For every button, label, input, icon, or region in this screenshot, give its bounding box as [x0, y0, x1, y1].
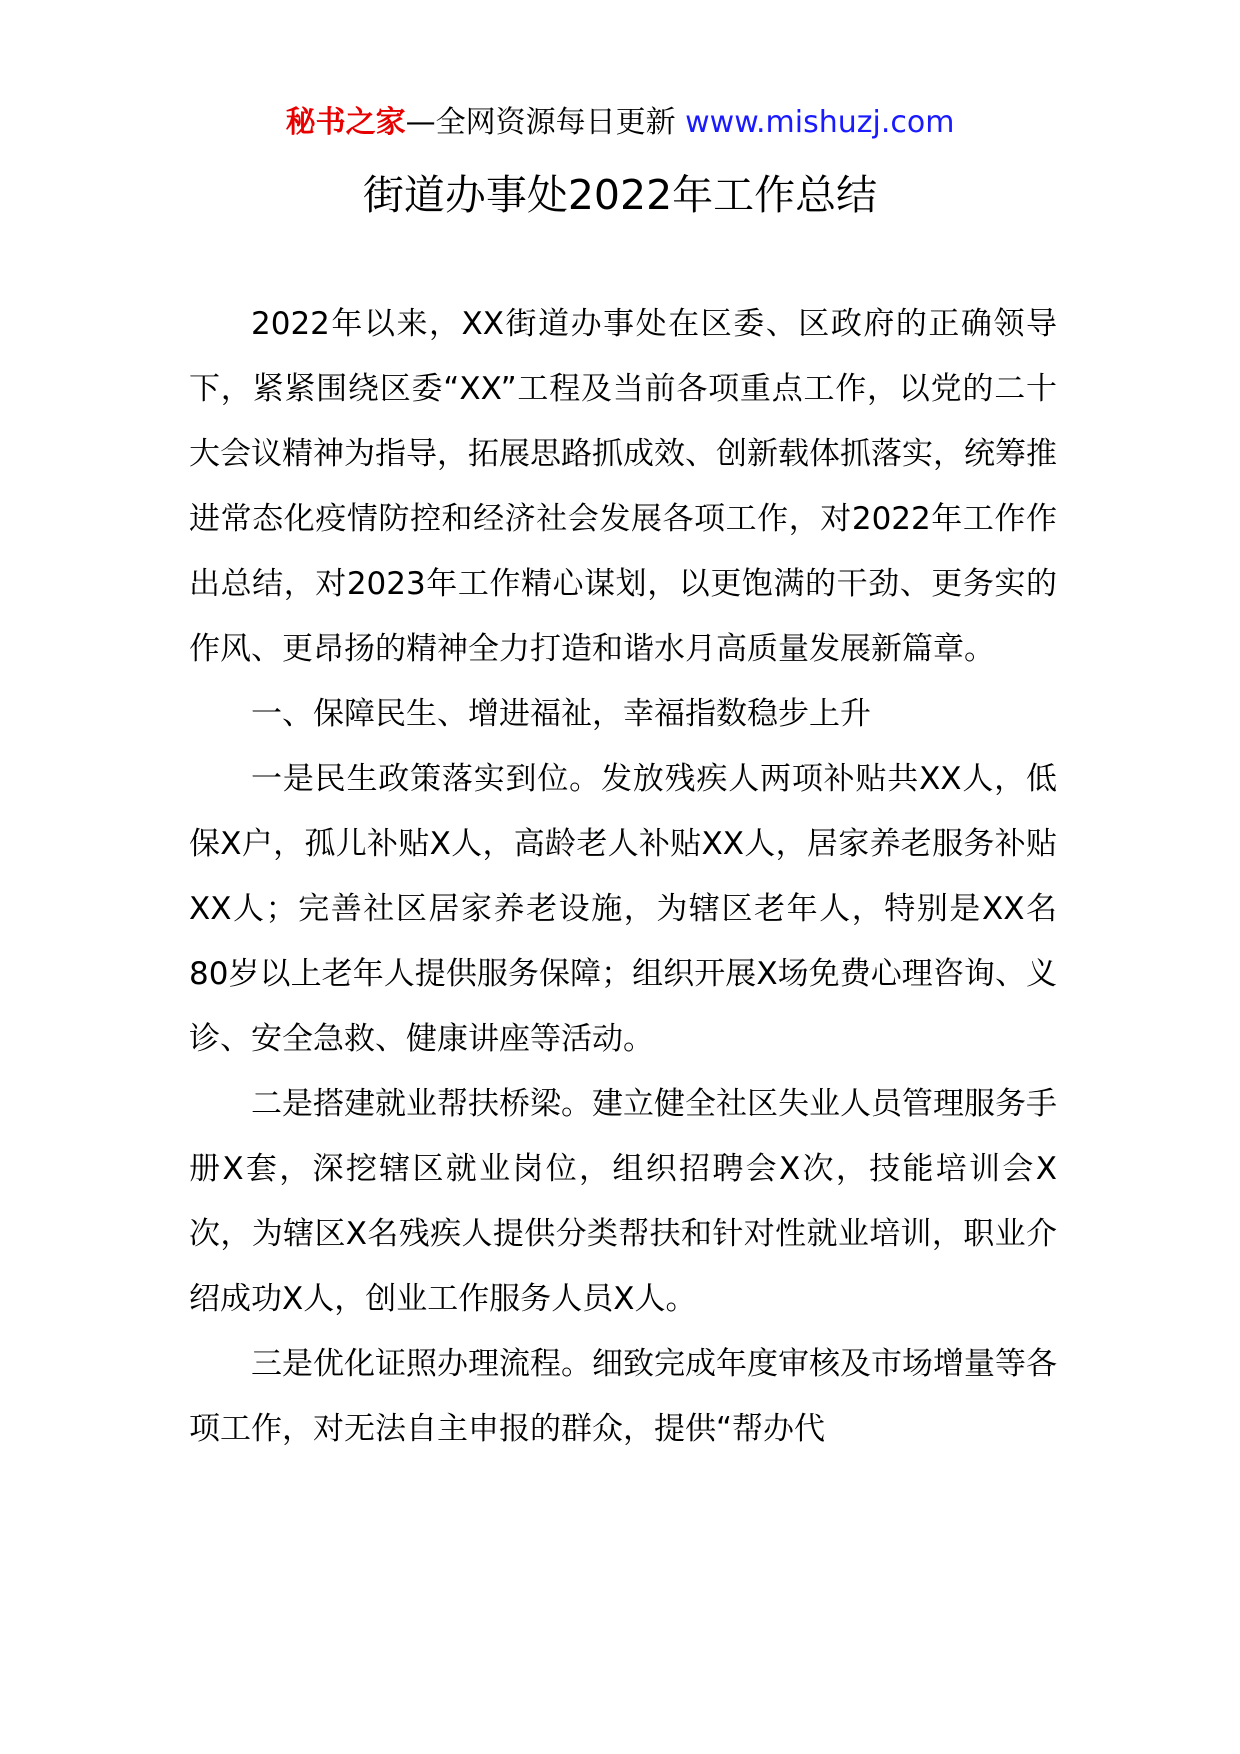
document-title: 街道办事处2022年工作总结 [362, 171, 878, 219]
section-heading: 一、保障民生、增进福祉，幸福指数稳步上升 [251, 696, 871, 732]
body-paragraph: 二是搭建就业帮扶桥梁。建立健全社区失业人员管理服务手册X套，深挖辖区就业岗位，组织招聘会X次，技能培训会X次，为辖区X名残疾人提供分类帮扶和针对性就业培训，职业介绍成功X人，创业工作服务人员X人。 [189, 1086, 1057, 1317]
body-paragraph: 一是民生政策落实到位。发放残疾人两项补贴共XX人，低保X户，孤儿补贴X人，高龄老人补贴XX人，居家养老服务补贴XX人；完善社区居家养老设施，为辖区老年人，特别是XX名80岁以上老年人提供服务保障；组织开展X场免费心理咨询、义诊、安全急救、健康讲座等活动。 [189, 761, 1057, 1057]
brand-name: 秘书之家 [285, 105, 406, 140]
intro-paragraph: 2022年以来，XX街道办事处在区委、区政府的正确领导下，紧紧围绕区委“XX”工程及当前各项重点工作，以党的二十大会议精神为指导，拓展思路抓成效、创新载体抓落实，统筹推进常态化疫情防控和经济社会发展各项工作，对2022年工作作出总结，对2023年工作精心谋划，以更饱满的干劲、更务实的作风、更昂扬的精神全力打造和谐水月高质量发展新篇章。 [189, 306, 1057, 667]
body-paragraph: 三是优化证照办理流程。细致完成年度审核及市场增量等各项工作，对无法自主申报的群众，提供“帮办代 [189, 1346, 1057, 1447]
site-slogan: —全网资源每日更新 [405, 105, 686, 140]
site-url-link[interactable]: www.mishuzj.com [685, 105, 955, 140]
document-body [189, 292, 1057, 1462]
site-header [0, 103, 1240, 143]
